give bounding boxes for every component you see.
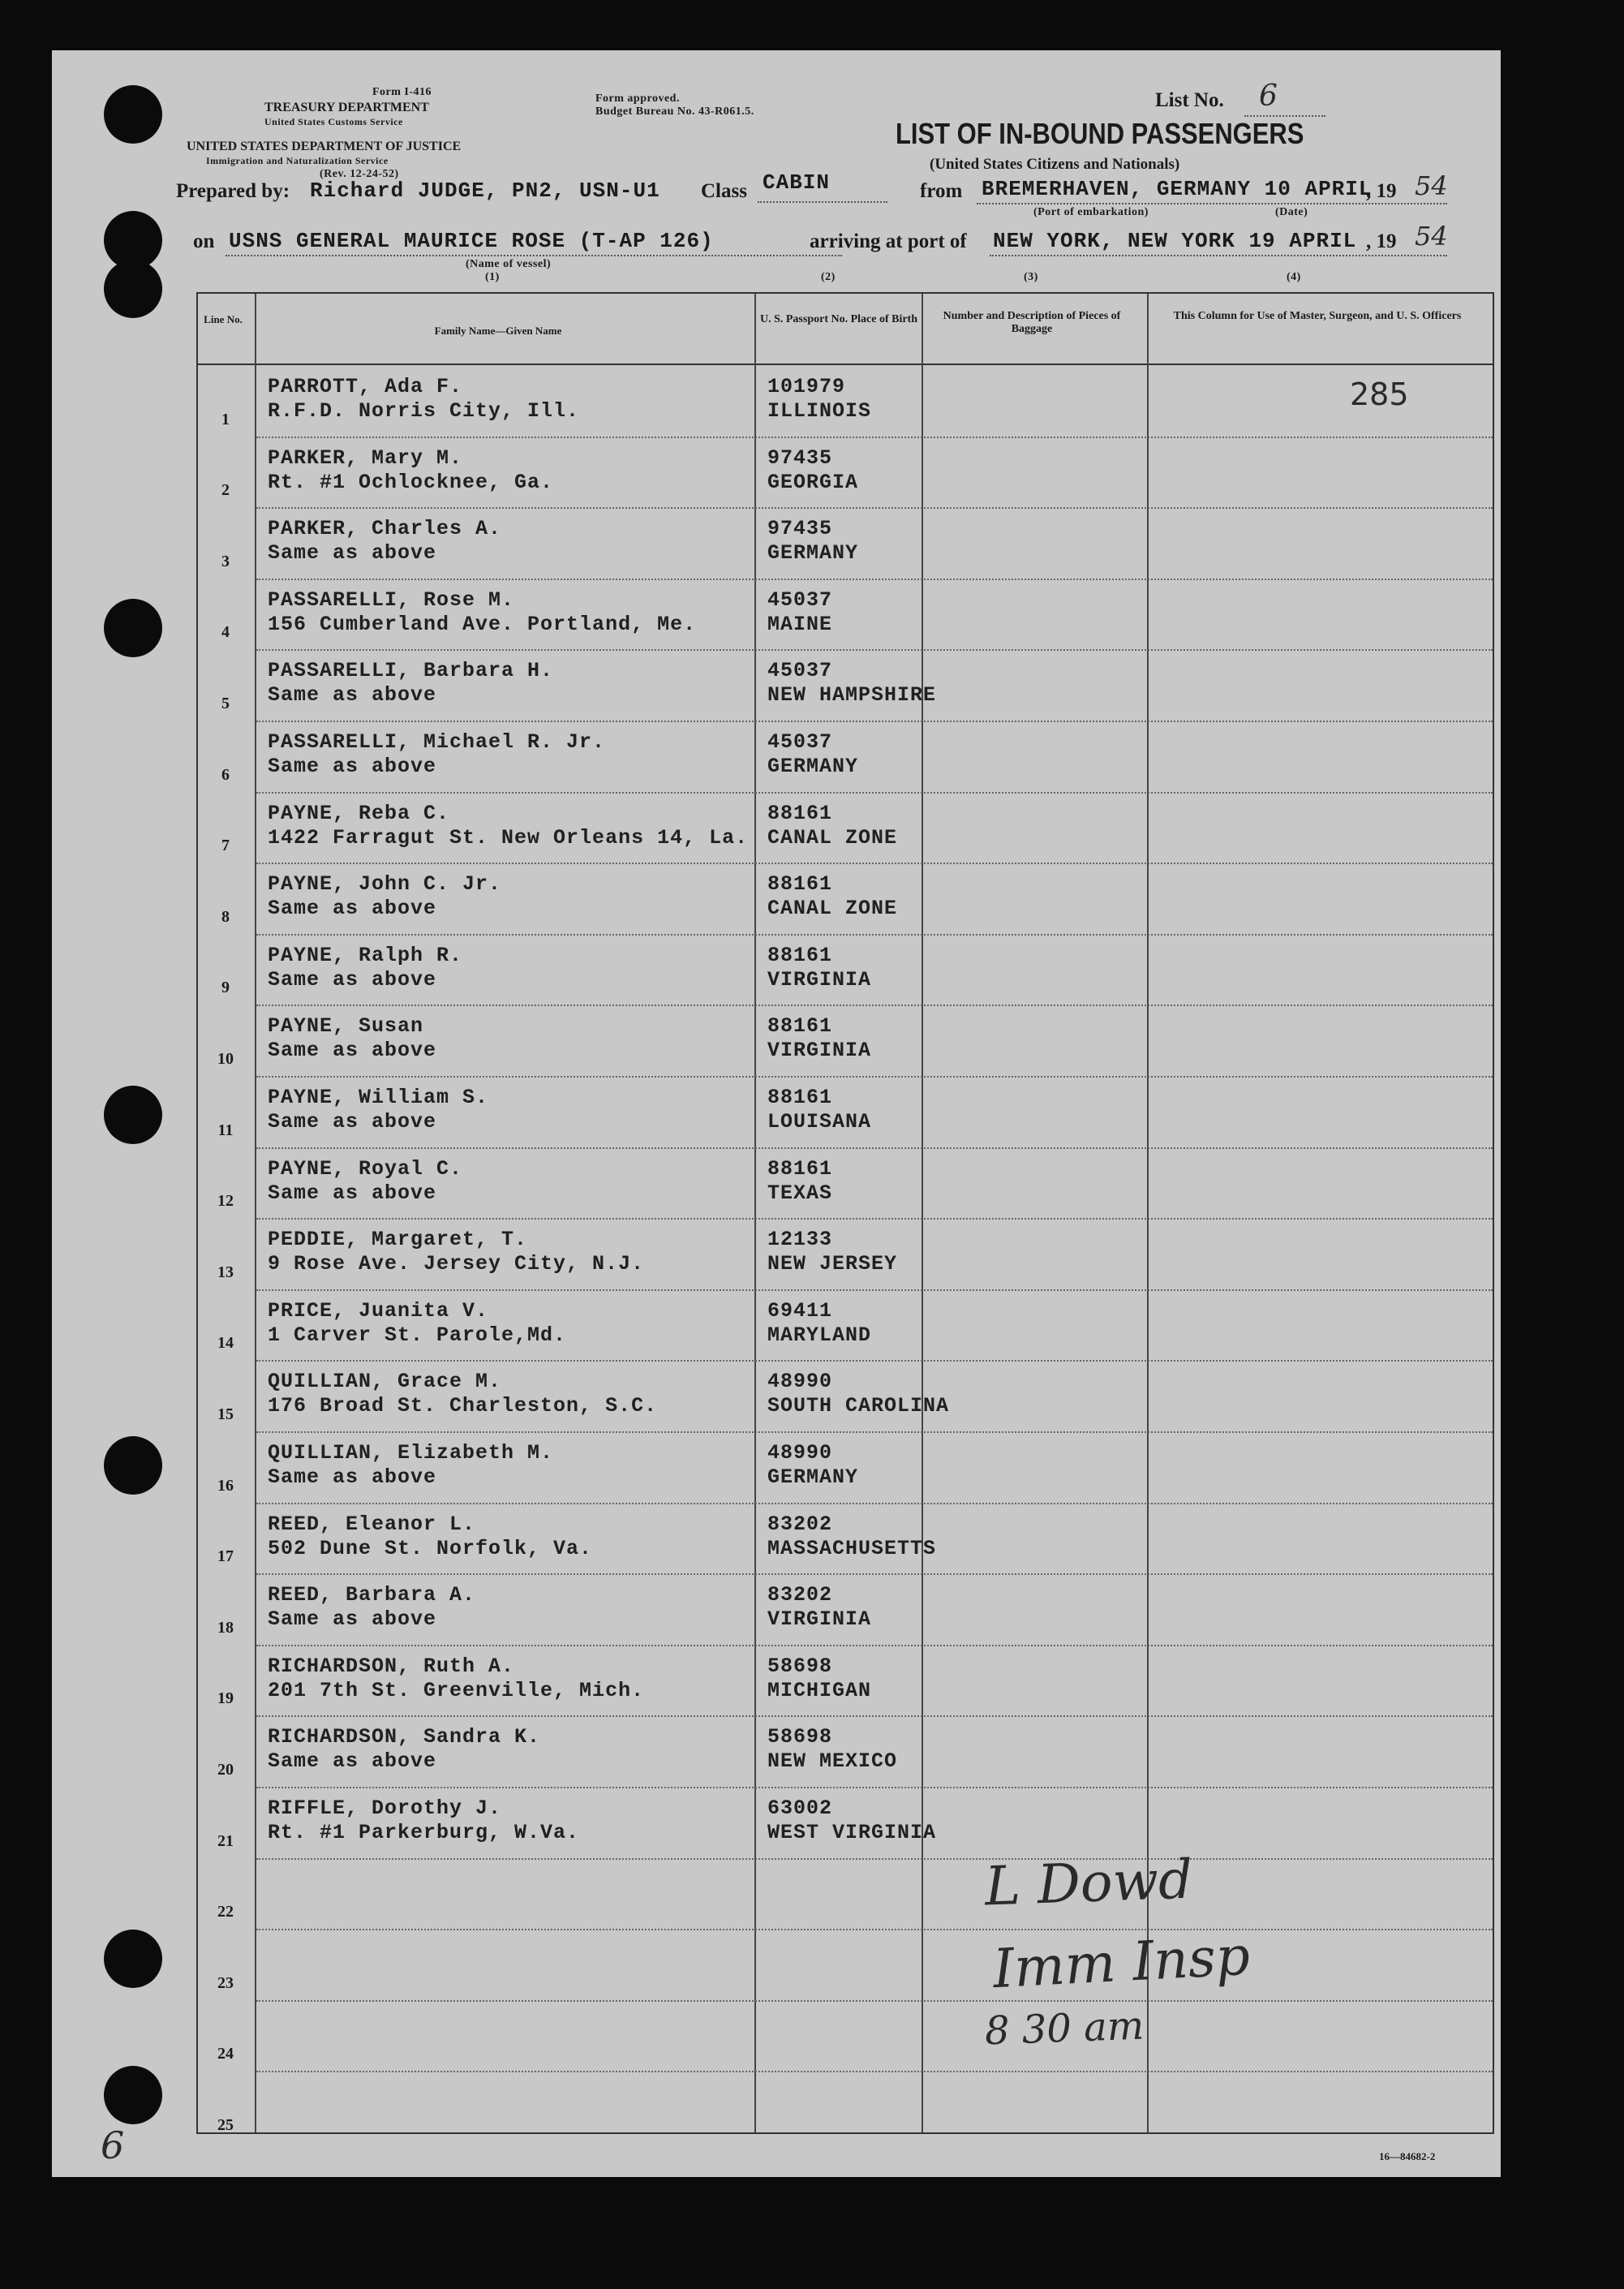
punch-hole <box>104 1086 162 1144</box>
passport-number: 45037 <box>767 730 833 754</box>
table-row <box>198 2000 1493 2072</box>
passport-number: 88161 <box>767 1156 833 1181</box>
arr-year: 54 <box>1415 221 1448 252</box>
col-num-3: (3) <box>1024 271 1038 283</box>
line-number: 4 <box>221 623 230 642</box>
address: Same as above <box>268 1607 437 1632</box>
address: Same as above <box>268 1181 437 1205</box>
address: 201 7th St. Greenville, Mich. <box>268 1678 645 1702</box>
table-row <box>198 1503 1493 1574</box>
line-number: 1 <box>221 410 230 428</box>
col-num-2: (2) <box>821 271 836 283</box>
place-of-birth: LOUISANA <box>767 1110 872 1134</box>
table-row <box>198 863 1493 934</box>
passport-number: 97435 <box>767 517 833 541</box>
punch-hole <box>104 599 162 657</box>
address: Same as above <box>268 967 437 992</box>
line-number: 13 <box>217 1263 234 1281</box>
passport-number: 69411 <box>767 1298 833 1323</box>
place-of-birth: GERMANY <box>767 541 859 566</box>
class-value: CABIN <box>763 170 831 195</box>
table-row <box>198 1005 1493 1076</box>
footer-code: 16—84682-2 <box>1379 2150 1436 2162</box>
address: 9 Rose Ave. Jersey City, N.J. <box>268 1252 645 1276</box>
col-num-1: (1) <box>485 271 500 283</box>
place-of-birth: TEXAS <box>767 1181 833 1205</box>
passport-number: 58698 <box>767 1725 833 1749</box>
date-caption: (Date) <box>1275 206 1308 218</box>
revision: (Rev. 12-24-52) <box>320 168 399 180</box>
line-number: 6 <box>221 765 230 784</box>
header-officers: This Column for Use of Master, Surgeon, and U. S. Officers <box>1173 310 1462 322</box>
table-row <box>198 1218 1493 1289</box>
family-name: PEDDIE, Margaret, T. <box>268 1228 528 1252</box>
place-of-birth: WEST VIRGINIA <box>767 1821 937 1844</box>
form-title: LIST OF IN-BOUND PASSENGERS <box>896 117 1304 150</box>
arriving-label: arriving at port of <box>810 230 967 252</box>
prepared-by-value: Richard JUDGE, PN2, USN-U1 <box>310 179 660 203</box>
passport-number: 48990 <box>767 1370 833 1394</box>
line-number: 16 <box>217 1476 234 1495</box>
port-embark-caption: (Port of embarkation) <box>1033 206 1149 218</box>
table-row <box>198 1858 1493 1930</box>
table-row <box>198 1289 1493 1361</box>
place-of-birth: NEW HAMPSHIRE <box>767 683 937 708</box>
line-number: 12 <box>217 1192 234 1211</box>
family-name: PASSARELLI, Michael R. Jr. <box>268 730 606 754</box>
address: Same as above <box>268 755 437 778</box>
passport-number: 88161 <box>767 801 833 825</box>
from-line <box>977 203 1447 204</box>
place-of-birth: GERMANY <box>767 755 859 778</box>
table-row <box>198 1715 1493 1787</box>
line-number: 21 <box>217 1831 234 1850</box>
place-of-birth: NEW JERSEY <box>767 1252 898 1276</box>
signature-title: Imm Insp <box>991 1924 1252 2001</box>
family-name: REED, Eleanor L. <box>268 1512 476 1536</box>
line-number: 15 <box>217 1405 234 1423</box>
family-name: RICHARDSON, Ruth A. <box>268 1654 515 1678</box>
line-number: 8 <box>221 907 230 926</box>
line-number: 10 <box>217 1049 234 1068</box>
passport-number: 45037 <box>767 587 833 612</box>
header-line-no: Line No. <box>204 313 243 325</box>
place-of-birth: MAINE <box>767 612 833 636</box>
line-number: 19 <box>217 1689 234 1708</box>
budget-bureau: Budget Bureau No. 43-R061.5. <box>595 105 754 118</box>
header-baggage: Number and Description of Pieces of Baggage <box>943 310 1121 335</box>
line-number: 20 <box>217 1760 234 1779</box>
passport-number: 88161 <box>767 1086 833 1109</box>
table-row <box>198 365 1493 437</box>
passport-number: 88161 <box>767 1014 833 1039</box>
line-number: 5 <box>221 694 230 712</box>
header-passport: U. S. Passport No. Place of Birth <box>759 313 918 325</box>
justice-dept: UNITED STATES DEPARTMENT OF JUSTICE <box>187 140 462 153</box>
table-row <box>198 1645 1493 1716</box>
from-value: BREMERHAVEN, GERMANY 10 APRIL <box>982 177 1373 201</box>
family-name: PAYNE, Ralph R. <box>268 943 463 967</box>
line-number: 25 <box>217 2115 234 2134</box>
table-row <box>198 1076 1493 1147</box>
prepared-by-label: Prepared by: <box>176 180 290 202</box>
address: Same as above <box>268 1039 437 1063</box>
list-no-value: 6 <box>1259 80 1278 113</box>
customs-service: United States Customs Service <box>264 116 403 127</box>
officer-note: 285 <box>1350 376 1409 412</box>
place-of-birth: GEORGIA <box>767 470 859 494</box>
table-row <box>198 1431 1493 1503</box>
family-name: PRICE, Juanita V. <box>268 1298 489 1323</box>
place-of-birth: GERMANY <box>767 1465 859 1489</box>
list-no-label: List No. <box>1155 89 1224 111</box>
passenger-table <box>196 292 1494 2134</box>
from-year-prefix: , 19 <box>1366 180 1397 202</box>
address: 502 Dune St. Norfolk, Va. <box>268 1536 593 1560</box>
place-of-birth: VIRGINIA <box>767 967 872 992</box>
family-name: PAYNE, Susan <box>268 1014 424 1039</box>
line-number: 17 <box>217 1547 234 1566</box>
place-of-birth: MARYLAND <box>767 1323 872 1347</box>
from-label: from <box>920 180 963 202</box>
ins-service: Immigration and Naturalization Service <box>206 155 389 166</box>
table-row <box>198 934 1493 1005</box>
class-label: Class <box>701 180 747 202</box>
address: Rt. #1 Ochlocknee, Ga. <box>268 470 554 494</box>
place-of-birth: CANAL ZONE <box>767 897 898 921</box>
treasury-dept: TREASURY DEPARTMENT <box>264 101 429 114</box>
punch-hole <box>104 1930 162 1988</box>
family-name: RICHARDSON, Sandra K. <box>268 1725 541 1749</box>
handwritten-time: 8 30 am <box>984 2003 1145 2055</box>
table-row <box>198 1573 1493 1645</box>
line-number: 11 <box>217 1121 234 1139</box>
form-page <box>52 50 1501 2177</box>
table-row <box>198 721 1493 792</box>
passport-number: 48990 <box>767 1441 833 1465</box>
family-name: QUILLIAN, Grace M. <box>268 1370 502 1394</box>
punch-hole <box>104 85 162 144</box>
address: Same as above <box>268 1465 437 1489</box>
place-of-birth: VIRGINIA <box>767 1607 872 1632</box>
address: Rt. #1 Parkerburg, W.Va. <box>268 1821 580 1844</box>
passport-number: 97435 <box>767 445 833 470</box>
address: 1422 Farragut St. New Orleans 14, La. <box>268 825 749 850</box>
address: Same as above <box>268 541 437 566</box>
family-name: REED, Barbara A. <box>268 1583 476 1607</box>
punch-hole <box>104 2066 162 2124</box>
place-of-birth: VIRGINIA <box>767 1039 872 1063</box>
family-name: PAYNE, John C. Jr. <box>268 872 502 897</box>
address: Same as above <box>268 683 437 708</box>
family-name: PASSARELLI, Barbara H. <box>268 659 554 683</box>
line-number: 9 <box>221 979 230 997</box>
header-name: Family Name—Given Name <box>434 325 562 337</box>
corner-mark: 6 <box>101 2123 125 2167</box>
passport-number: 12133 <box>767 1228 833 1252</box>
form-number: Form I-416 <box>372 86 432 98</box>
address: Same as above <box>268 897 437 921</box>
class-line <box>758 201 887 203</box>
line-number: 23 <box>217 1973 234 1992</box>
family-name: PARROTT, Ada F. <box>268 375 463 398</box>
passport-number: 88161 <box>767 943 833 967</box>
passport-number: 45037 <box>767 659 833 683</box>
line-number: 7 <box>221 837 230 855</box>
address: 176 Broad St. Charleston, S.C. <box>268 1394 658 1418</box>
form-subtitle: (United States Citizens and Nationals) <box>930 156 1180 173</box>
punch-hole <box>104 1436 162 1495</box>
passport-number: 101979 <box>767 375 846 398</box>
arr-year-prefix: , 19 <box>1366 230 1397 252</box>
address: R.F.D. Norris City, Ill. <box>268 399 580 423</box>
address: 156 Cumberland Ave. Portland, Me. <box>268 612 697 636</box>
signature-officer: L Dowd <box>983 1848 1194 1918</box>
family-name: PASSARELLI, Rose M. <box>268 587 515 612</box>
family-name: PAYNE, William S. <box>268 1086 489 1109</box>
family-name: PAYNE, Royal C. <box>268 1156 463 1181</box>
form-approved: Form approved. <box>595 93 680 105</box>
place-of-birth: CANAL ZONE <box>767 825 898 850</box>
line-number: 2 <box>221 481 230 500</box>
place-of-birth: MICHIGAN <box>767 1678 872 1702</box>
on-label: on <box>193 230 215 252</box>
line-number: 24 <box>217 2045 234 2063</box>
place-of-birth: NEW MEXICO <box>767 1749 898 1774</box>
line-number: 18 <box>217 1618 234 1637</box>
table-row <box>198 1147 1493 1219</box>
passport-number: 83202 <box>767 1583 833 1607</box>
table-row <box>198 579 1493 650</box>
table-row <box>198 1360 1493 1431</box>
family-name: QUILLIAN, Elizabeth M. <box>268 1441 554 1465</box>
place-of-birth: ILLINOIS <box>767 399 872 423</box>
punch-hole <box>104 260 162 318</box>
table-row <box>198 2071 1493 2142</box>
family-name: PAYNE, Reba C. <box>268 801 450 825</box>
vessel-line <box>226 255 842 256</box>
passport-number: 83202 <box>767 1512 833 1536</box>
table-row <box>198 507 1493 579</box>
arriving-line <box>990 255 1447 256</box>
from-year: 54 <box>1415 170 1448 201</box>
col-num-4: (4) <box>1287 271 1301 283</box>
line-number: 14 <box>217 1334 234 1353</box>
table-row <box>198 792 1493 863</box>
table-row <box>198 649 1493 721</box>
address: Same as above <box>268 1749 437 1774</box>
passport-number: 63002 <box>767 1796 833 1820</box>
family-name: RIFFLE, Dorothy J. <box>268 1796 502 1820</box>
table-row <box>198 1929 1493 2000</box>
vessel-name: USNS GENERAL MAURICE ROSE (T-AP 126) <box>229 229 714 253</box>
vessel-caption: (Name of vessel) <box>466 258 552 270</box>
passport-number: 88161 <box>767 872 833 897</box>
arriving-value: NEW YORK, NEW YORK 19 APRIL <box>993 229 1357 253</box>
address: Same as above <box>268 1110 437 1134</box>
table-row <box>198 1787 1493 1858</box>
address: 1 Carver St. Parole,Md. <box>268 1323 567 1347</box>
line-number: 22 <box>217 1903 234 1921</box>
passport-number: 58698 <box>767 1654 833 1678</box>
table-row <box>198 437 1493 508</box>
family-name: PARKER, Mary M. <box>268 445 463 470</box>
line-number: 3 <box>221 552 230 570</box>
family-name: PARKER, Charles A. <box>268 517 502 541</box>
place-of-birth: SOUTH CAROLINA <box>767 1394 950 1418</box>
place-of-birth: MASSACHUSETTS <box>767 1536 937 1560</box>
